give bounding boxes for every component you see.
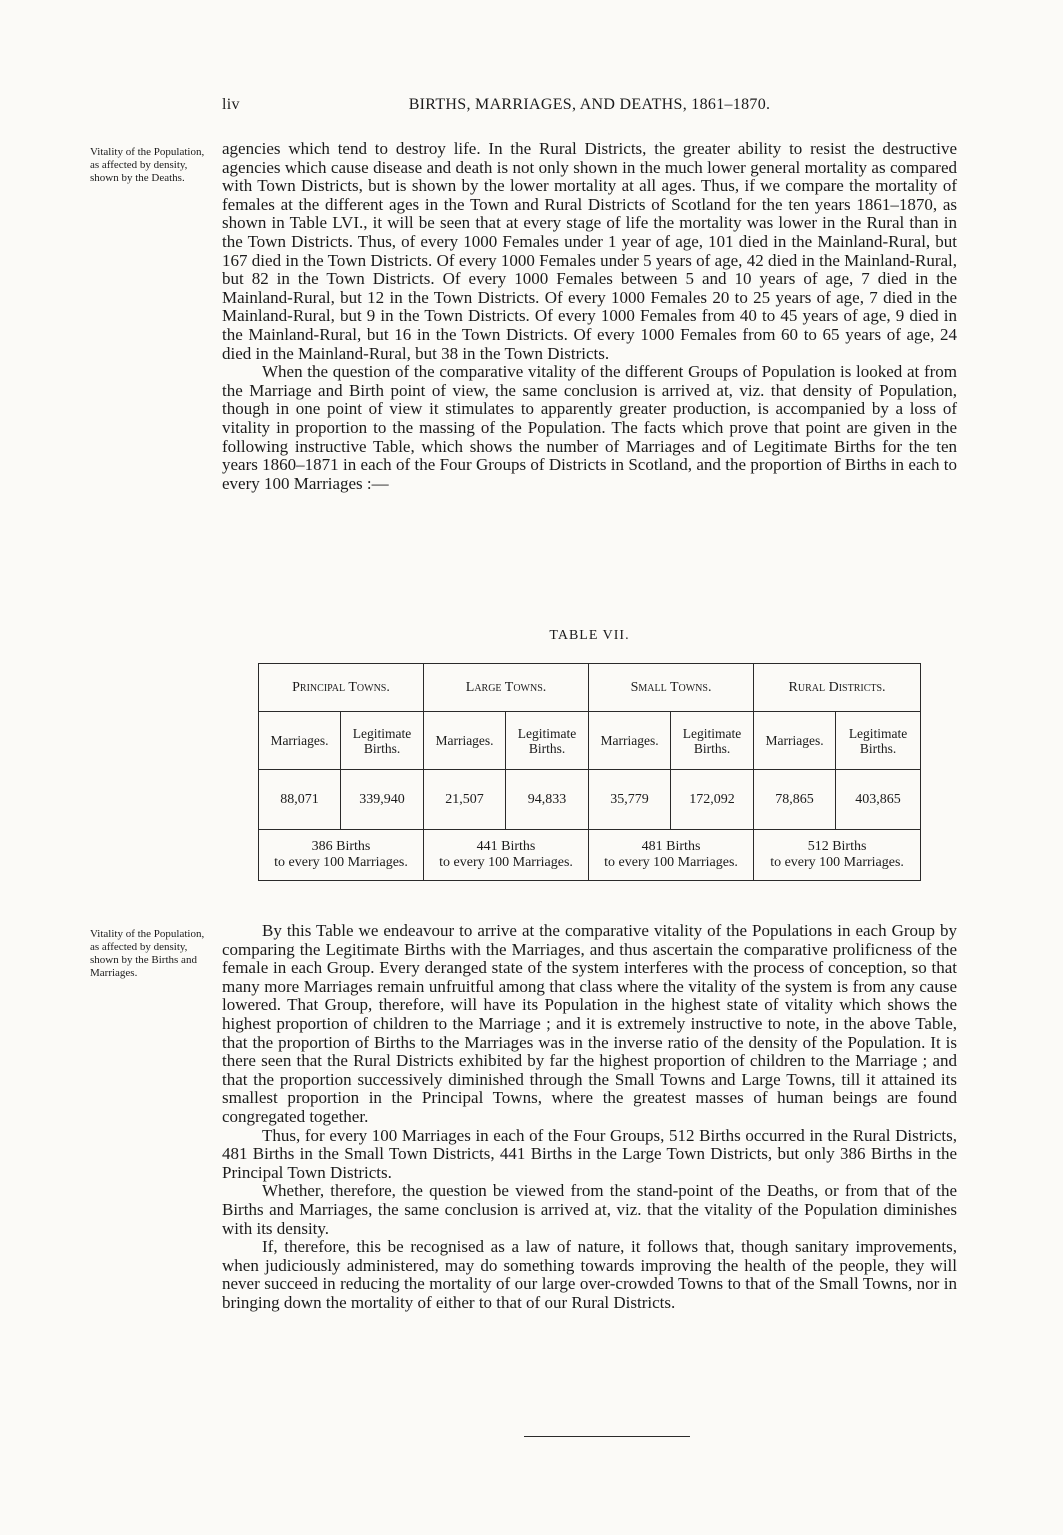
ratio-births: 386 Births [311, 839, 371, 854]
body-text-bottom [222, 922, 957, 1312]
ratio-per: to every 100 Marriages. [439, 855, 573, 870]
table-ratio-row [259, 830, 921, 881]
cell-births: 403,865 [836, 770, 921, 830]
group-header-small-towns: Small Towns. [589, 664, 754, 712]
ratio-cell-small-towns [589, 830, 754, 881]
body-text-top [222, 140, 957, 493]
ratio-cell-principal-towns [259, 830, 424, 881]
cell-marriages: 21,507 [424, 770, 506, 830]
cell-births: 94,833 [506, 770, 589, 830]
end-rule [524, 1436, 690, 1437]
column-header-marriages: Marriages. [589, 712, 671, 770]
group-header-large-towns: Large Towns. [424, 664, 589, 712]
margin-note-births-marriages: Vitality of the Population, as affected by density, shown by the Births and Marriages. [90, 928, 205, 979]
ratio-per: to every 100 Marriages. [770, 855, 904, 870]
group-header-rural-districts: Rural Districts. [754, 664, 921, 712]
table-caption: TABLE VII. [549, 628, 630, 643]
cell-marriages: 78,865 [754, 770, 836, 830]
column-header-marriages: Marriages. [259, 712, 341, 770]
margin-note-deaths: Vitality of the Population, as affected by density, shown by the Deaths. [90, 146, 205, 184]
ratio-per: to every 100 Marriages. [604, 855, 738, 870]
ratio-cell-rural-districts [754, 830, 921, 881]
paragraph: By this Table we endeavour to arrive at the comparative vitality of the Populations in each Group by comparing the Legitimate Births with the Marriages, and thus ascertain the comparative prolificness of the female in each Group. Every deranged state of the system interferes with the process of conception, so that many more Marriages remain unfruitful among that class where the vitality of the system is from any cause lowered. That Group, therefore, will have its Population in the highest state of vitality which shows the highest proportion of children to the Marriage ; and it is extremely instructive to note, in the above Table, that the proportion of Births to the Marriages was in the inverse ratio of the density of the Population. It is there seen that the Rural Districts exhibited by far the highest proportion of children to the Marriage ; and that the proportion successively diminished through the Small Towns and Large Towns, till it attained its smallest proportion in the Principal Towns, where the greatest masses of human beings are found congregated together. [222, 921, 957, 1126]
marriages-births-table [258, 663, 921, 881]
column-header-births: Legitimate Births. [836, 712, 921, 770]
page-number: liv [222, 96, 240, 113]
ratio-births: 441 Births [476, 839, 536, 854]
ratio-births: 481 Births [641, 839, 701, 854]
column-header-marriages: Marriages. [424, 712, 506, 770]
column-header-births: Legitimate Births. [506, 712, 589, 770]
table-sub-header-row [259, 712, 921, 770]
ratio-births: 512 Births [807, 839, 867, 854]
table-group-header-row [259, 664, 921, 712]
paragraph: Thus, for every 100 Marriages in each of the Four Groups, 512 Births occurred in the Rural Districts, 481 Births in the Small Town Districts, 441 Births in the Large Town Districts, but only 386 Births in the Principal Town Districts. [222, 1125, 957, 1182]
column-header-births: Legitimate Births. [671, 712, 754, 770]
page-title: BIRTHS, MARRIAGES, AND DEATHS, 1861–1870. [408, 96, 771, 113]
cell-marriages: 35,779 [589, 770, 671, 830]
table-values-row [259, 770, 921, 830]
group-header-principal-towns: Principal Towns. [259, 664, 424, 712]
paragraph: agencies which tend to destroy life. In the Rural Districts, the greater ability to resist the destructive agencies which cause disease and death is not only shown in the much lower general mortality as compared with Town Districts, but is shown by the lower mortality at all ages. Thus, if we compare the mortality of females at the different ages in the Town and Rural Districts of Scotland for the ten years 1861–1870, as shown in Table LVI., it will be seen that at every stage of life the mortality was lower in the Rural than in the Town Districts. Thus, of every 1000 Females under 1 year of age, 101 died in the Mainland-Rural, but 167 died in the Town Districts. Of every 1000 Females under 5 years of age, 42 died in the Mainland-Rural, but 82 in the Town Districts. Of every 1000 Females between 5 and 10 years of age, 7 died in the Mainland-Rural, but 12 in the Town Districts. Of every 1000 Females 20 to 25 years of age, 7 died in the Mainland-Rural, but 9 in the Town Districts. Of every 1000 Females from 40 to 45 years of age, 9 died in the Mainland-Rural, but 16 in the Town Districts. Of every 1000 Females from 60 to 65 years of age, 24 died in the Mainland-Rural, but 38 in the Town Districts. [222, 139, 957, 363]
ratio-per: to every 100 Marriages. [274, 855, 408, 870]
paragraph: Whether, therefore, the question be viewed from the stand-point of the Deaths, or from that of the Births and Marriages, the same conclusion is arrived at, viz. that the vitality of the Population diminishes with its density. [222, 1181, 957, 1238]
cell-births: 172,092 [671, 770, 754, 830]
column-header-marriages: Marriages. [754, 712, 836, 770]
column-header-births: Legitimate Births. [341, 712, 424, 770]
paragraph: When the question of the comparative vitality of the different Groups of Population is looked at from the Marriage and Birth point of view, the same conclusion is arrived at, viz. that density of Population, though in one point of view it stimulates to apparently greater production, is accompanied by a loss of vitality in proportion to the massing of the Population. The facts which prove that point are given in the following instructive Table, which shows the number of Marriages and of Legitimate Births for the ten years 1860–1871 in each of the Four Groups of Districts in Scotland, and the proportion of Births in each to every 100 Marriages :— [222, 362, 957, 493]
cell-marriages: 88,071 [259, 770, 341, 830]
cell-births: 339,940 [341, 770, 424, 830]
ratio-cell-large-towns [424, 830, 589, 881]
paragraph: If, therefore, this be recognised as a law of nature, it follows that, though sanitary improvements, when judiciously administered, may do something towards improving the health of the people, they will never succeed in reducing the mortality of our large over-crowded Towns to that of the Small Towns, nor in bringing down the mortality of either to that of our Rural Districts. [222, 1237, 957, 1312]
